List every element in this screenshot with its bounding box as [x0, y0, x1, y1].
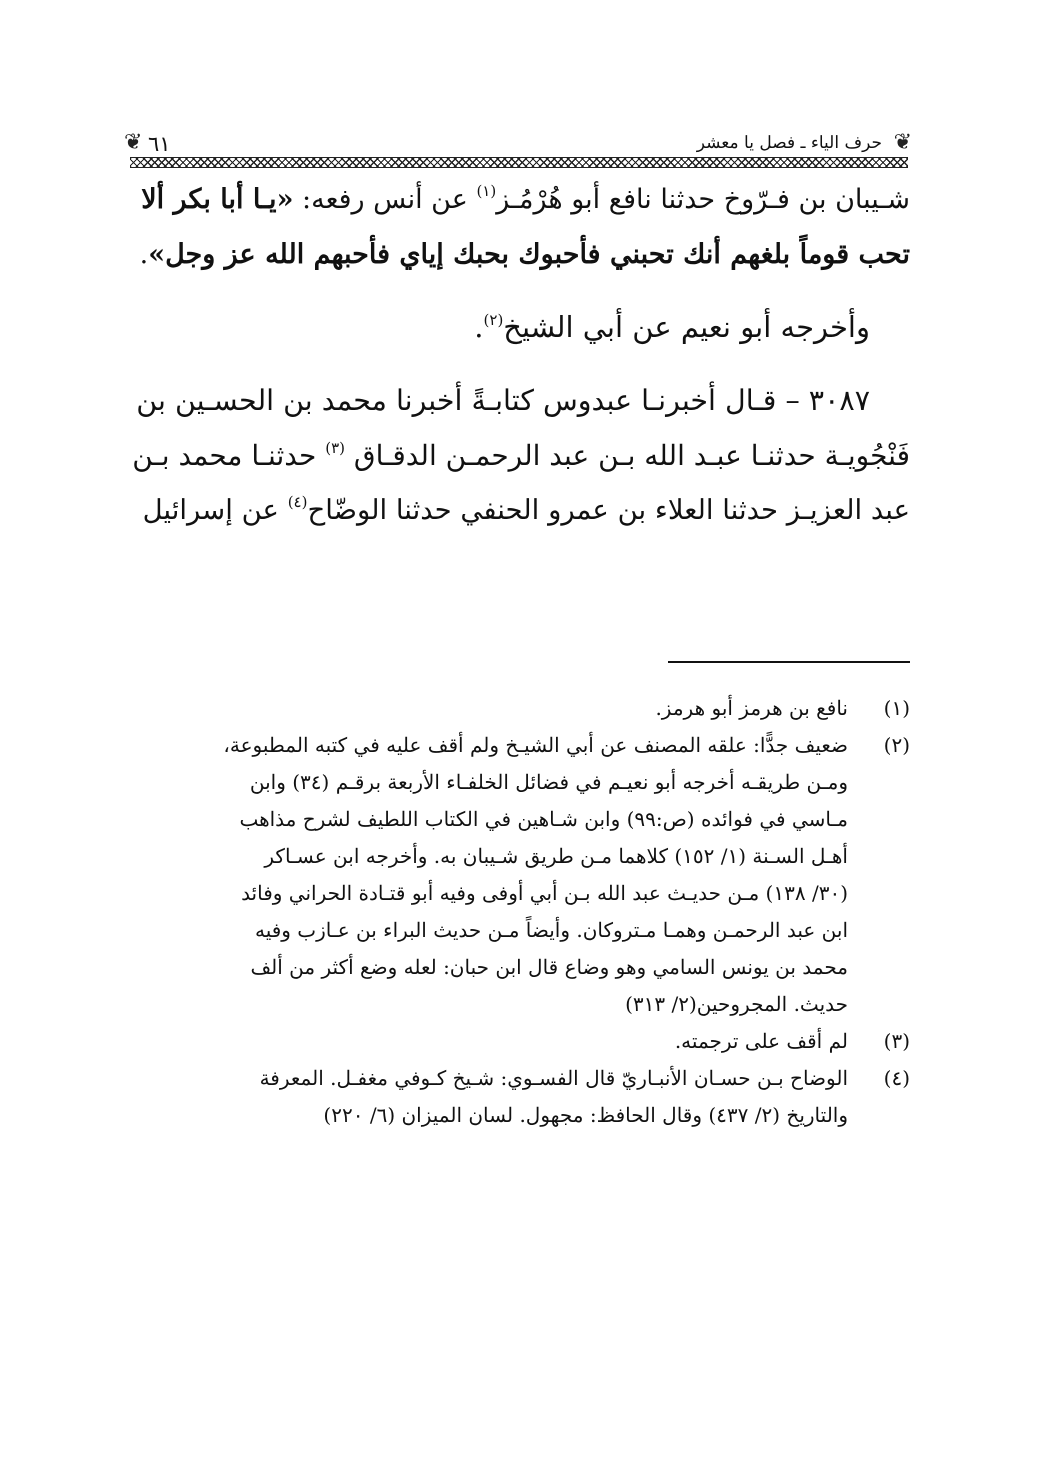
footnote-line: حديث. المجروحين(٢/ ٣١٣) — [625, 992, 848, 1016]
hadith-text: تحب قوماً بلغهم أنك تحبني فأحبوك بحبك إياي فأحبهم الله عز وجل» — [148, 239, 910, 270]
footnote-separator — [668, 661, 910, 663]
footnote-line: الوضاح بـن حسـان الأنبـاريّ قال الفسـوي: شـيخ كـوفي مغفـل. المعرفة — [259, 1066, 848, 1090]
footnote-ref[interactable]: (٣) — [325, 439, 345, 457]
footnote-line: ضعيف جدًّا: علقه المصنف عن أبي الشيـخ ولم أقف عليه في كتبه المطبوعة، — [223, 733, 848, 757]
footnote-3 — [130, 1023, 910, 1060]
footnote-line: أهـل السـنة (١/ ١٥٢) كلاهما مـن طريق شـيبان به. وأخرجه ابن عسـاكر — [264, 844, 848, 868]
footnote-line: مـاسي في فوائده (ص:٩٩) وابن شـاهين في الكتاب اللطيف لشرح مذاهب — [239, 807, 848, 831]
footnote-number: (٤) — [883, 1066, 910, 1090]
footnote-line: محمد بن يونس السامي وهو وضاع قال ابن حبان: لعله وضع أكثر من ألف — [250, 955, 848, 979]
hadith-text: «يـا أبا بكر ألا — [141, 184, 294, 215]
footnote-line: نافع بن هرمز أبو هرمز. — [655, 696, 848, 720]
paragraph-line: تحب قوماً بلغهم أنك تحبني فأحبوك بحبك إياي فأحبهم الله عز وجل». — [139, 239, 910, 270]
footnote-1 — [130, 690, 910, 727]
footnote-number: (٢) — [883, 733, 910, 757]
footnote-line: ومـن طريقـه أخرجه أبو نعيـم في فضائل الخلفـاء الأربعة برقـم (٣٤) وابن — [249, 770, 848, 794]
paragraph-line: وأخرجه أبو نعيم عن أبي الشيخ$^{(٢)}$. — [474, 310, 870, 344]
footnote-ref[interactable]: (٢) — [483, 311, 504, 329]
paragraph-line: عبد العزيـز حدثنا العلاء بن عمرو الحنفي حدثنا الوضّاح$^{(٤)}$ عن إسرائيل — [142, 493, 910, 526]
header-title: حرف الياء ـ فصل يا معشر — [696, 133, 882, 153]
footnote-line: ابن عبد الرحمـن وهمـا مـتروكان. وأيضاً مـن حديث البراء بن عـازب وفيه — [254, 918, 848, 942]
page-number: ٦١ — [148, 132, 171, 156]
footnote-number: (١) — [883, 696, 910, 720]
footnote-ref[interactable]: (١) — [476, 182, 497, 200]
paragraph-line: فَنْجُويـة حدثنـا عبـد الله بـن عبد الرحمـن الدقـاق $^{(٣)}$ حدثنـا محمد بـن — [132, 439, 910, 472]
paragraph-line: شـيبان بن فـرّوخ حدثنا نافع أبو هُرْمُـز$^{(١)}$ عن أنس رفعه: «يـا أبا بكر ألا — [141, 182, 910, 215]
footnote-2 — [130, 727, 910, 1023]
footnote-line: (٣٠/ ١٣٨) مـن حديـث عبد الله بـن أبي أوفى وفيه أبو قتـادة الحراني وفائد — [241, 881, 848, 905]
corner-ornament-right-icon: ❦ — [893, 130, 912, 155]
footnote-number: (٣) — [883, 1029, 910, 1053]
footnotes — [130, 690, 910, 1134]
footnote-4 — [130, 1060, 910, 1134]
main-text — [130, 172, 910, 538]
footnote-line: لم أقف على ترجمته. — [674, 1029, 848, 1053]
paragraph-line — [130, 373, 910, 428]
hadith-number-line: ٣٠٨٧ – قـال أخبرنـا عبدوس كتابـةً أخبرنا محمد بن الحسـين بن — [136, 384, 870, 417]
header-decorative-rule — [130, 157, 908, 168]
footnote-ref[interactable]: (٤) — [287, 493, 308, 511]
footnote-line: والتاريخ (٢/ ٤٣٧) وقال الحافظ: مجهول. لسان الميزان (٦/ ٢٢٠) — [323, 1103, 848, 1127]
corner-ornament-left-icon: ❦ — [124, 130, 143, 155]
running-header — [124, 128, 912, 170]
